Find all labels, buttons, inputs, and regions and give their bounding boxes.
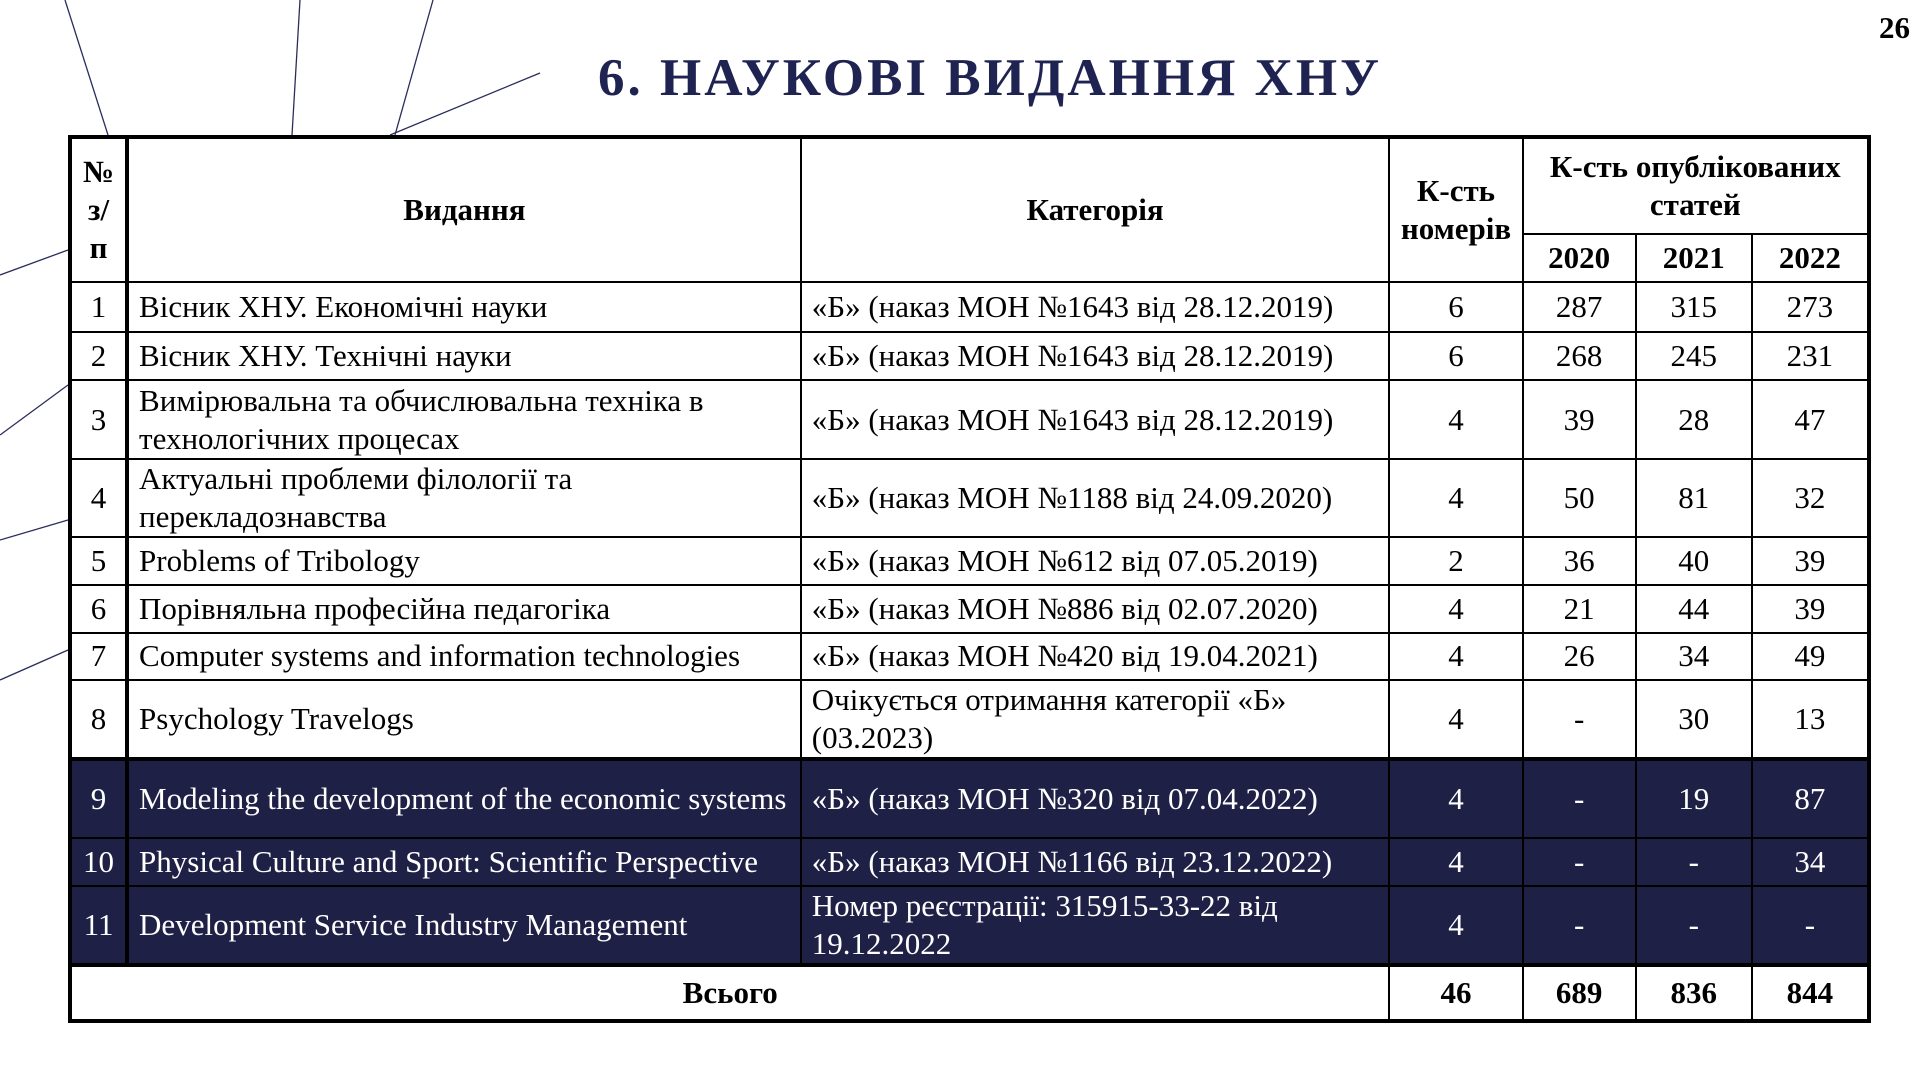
row-issues: 4 bbox=[1389, 459, 1522, 537]
row-issues: 4 bbox=[1389, 886, 1522, 965]
row-2022: 49 bbox=[1752, 633, 1869, 680]
row-publication: Порівняльна професійна педагогіка bbox=[127, 585, 801, 632]
row-issues: 4 bbox=[1389, 380, 1522, 458]
row-2022: 32 bbox=[1752, 459, 1869, 537]
header-publication: Видання bbox=[127, 137, 801, 282]
total-2020: 689 bbox=[1523, 965, 1636, 1021]
row-issues: 4 bbox=[1389, 759, 1522, 838]
row-index: 9 bbox=[70, 759, 127, 838]
table-row bbox=[70, 459, 1869, 537]
row-index: 6 bbox=[70, 585, 127, 632]
table-row bbox=[70, 886, 1869, 965]
row-category: «Б» (наказ МОН №320 від 07.04.2022) bbox=[801, 759, 1390, 838]
row-2021: 44 bbox=[1636, 585, 1752, 632]
table-row bbox=[70, 537, 1869, 585]
row-2020: 50 bbox=[1523, 459, 1636, 537]
row-issues: 6 bbox=[1389, 332, 1522, 380]
publications-table bbox=[68, 135, 1871, 1023]
row-issues: 6 bbox=[1389, 282, 1522, 332]
table-row bbox=[70, 633, 1869, 680]
row-2020: 21 bbox=[1523, 585, 1636, 632]
row-publication: Актуальні проблеми філології та перекладознавства bbox=[127, 459, 801, 537]
row-2020: 39 bbox=[1523, 380, 1636, 458]
header-index: № з/п bbox=[70, 137, 127, 282]
row-issues: 4 bbox=[1389, 633, 1522, 680]
row-issues: 4 bbox=[1389, 585, 1522, 632]
row-2022: 231 bbox=[1752, 332, 1869, 380]
row-category: «Б» (наказ МОН №1166 від 23.12.2022) bbox=[801, 838, 1390, 885]
row-publication: Вісник ХНУ. Економічні науки bbox=[127, 282, 801, 332]
row-2022: 47 bbox=[1752, 380, 1869, 458]
row-category: Очікується отримання категорії «Б» (03.2023) bbox=[801, 680, 1390, 759]
row-category: «Б» (наказ МОН №420 від 19.04.2021) bbox=[801, 633, 1390, 680]
row-2020: - bbox=[1523, 838, 1636, 885]
row-2020: - bbox=[1523, 759, 1636, 838]
header-year-2021: 2021 bbox=[1636, 234, 1752, 282]
row-2020: - bbox=[1523, 886, 1636, 965]
row-2021: - bbox=[1636, 886, 1752, 965]
total-issues: 46 bbox=[1389, 965, 1522, 1021]
row-index: 1 bbox=[70, 282, 127, 332]
row-publication: Computer systems and information technologies bbox=[127, 633, 801, 680]
row-index: 5 bbox=[70, 537, 127, 585]
row-2021: - bbox=[1636, 838, 1752, 885]
row-publication: Physical Culture and Sport: Scientific Perspective bbox=[127, 838, 801, 885]
row-category: «Б» (наказ МОН №1643 від 28.12.2019) bbox=[801, 332, 1390, 380]
row-index: 10 bbox=[70, 838, 127, 885]
table-row bbox=[70, 282, 1869, 332]
row-category: «Б» (наказ МОН №1643 від 28.12.2019) bbox=[801, 282, 1390, 332]
row-2022: 39 bbox=[1752, 585, 1869, 632]
row-2021: 81 bbox=[1636, 459, 1752, 537]
row-index: 8 bbox=[70, 680, 127, 759]
row-issues: 4 bbox=[1389, 680, 1522, 759]
page-title: 6. НАУКОВІ ВИДАННЯ ХНУ bbox=[598, 49, 1382, 107]
row-2022: 34 bbox=[1752, 838, 1869, 885]
total-2021: 836 bbox=[1636, 965, 1752, 1021]
total-label: Всього bbox=[70, 965, 1389, 1021]
row-2022: - bbox=[1752, 886, 1869, 965]
row-category: «Б» (наказ МОН №1643 від 28.12.2019) bbox=[801, 380, 1390, 458]
row-publication: Psychology Travelogs bbox=[127, 680, 801, 759]
row-index: 7 bbox=[70, 633, 127, 680]
row-2022: 87 bbox=[1752, 759, 1869, 838]
row-2022: 273 bbox=[1752, 282, 1869, 332]
row-2021: 315 bbox=[1636, 282, 1752, 332]
row-2020: 26 bbox=[1523, 633, 1636, 680]
table-row bbox=[70, 759, 1869, 838]
row-2021: 30 bbox=[1636, 680, 1752, 759]
row-2020: 287 bbox=[1523, 282, 1636, 332]
header-issues: К-сть номерів bbox=[1389, 137, 1522, 282]
row-publication: Вісник ХНУ. Технічні науки bbox=[127, 332, 801, 380]
row-category: Номер реєстрації: 315915-33-22 від 19.12.2022 bbox=[801, 886, 1390, 965]
row-issues: 2 bbox=[1389, 537, 1522, 585]
row-category: «Б» (наказ МОН №886 від 02.07.2020) bbox=[801, 585, 1390, 632]
row-2020: 36 bbox=[1523, 537, 1636, 585]
row-issues: 4 bbox=[1389, 838, 1522, 885]
row-2020: - bbox=[1523, 680, 1636, 759]
table-row bbox=[70, 332, 1869, 380]
page-number: 26 bbox=[1879, 10, 1910, 45]
total-2022: 844 bbox=[1752, 965, 1869, 1021]
header-category: Категорія bbox=[801, 137, 1390, 282]
row-2022: 39 bbox=[1752, 537, 1869, 585]
row-publication: Modeling the development of the economic systems bbox=[127, 759, 801, 838]
row-index: 2 bbox=[70, 332, 127, 380]
row-category: «Б» (наказ МОН №1188 від 24.09.2020) bbox=[801, 459, 1390, 537]
header-year-2020: 2020 bbox=[1523, 234, 1636, 282]
table-row bbox=[70, 380, 1869, 458]
row-2021: 40 bbox=[1636, 537, 1752, 585]
row-2020: 268 bbox=[1523, 332, 1636, 380]
row-publication: Development Service Industry Management bbox=[127, 886, 801, 965]
row-2022: 13 bbox=[1752, 680, 1869, 759]
row-index: 4 bbox=[70, 459, 127, 537]
table-row bbox=[70, 585, 1869, 632]
header-year-2022: 2022 bbox=[1752, 234, 1869, 282]
header-articles: К-сть опублікованих статей bbox=[1523, 137, 1869, 234]
row-index: 11 bbox=[70, 886, 127, 965]
row-publication: Problems of Tribology bbox=[127, 537, 801, 585]
row-2021: 19 bbox=[1636, 759, 1752, 838]
table-row bbox=[70, 838, 1869, 885]
table-row bbox=[70, 680, 1869, 759]
row-2021: 245 bbox=[1636, 332, 1752, 380]
total-row bbox=[70, 965, 1869, 1021]
row-category: «Б» (наказ МОН №612 від 07.05.2019) bbox=[801, 537, 1390, 585]
row-2021: 28 bbox=[1636, 380, 1752, 458]
row-2021: 34 bbox=[1636, 633, 1752, 680]
row-publication: Вимірювальна та обчислювальна техніка в технологічних процесах bbox=[127, 380, 801, 458]
row-index: 3 bbox=[70, 380, 127, 458]
